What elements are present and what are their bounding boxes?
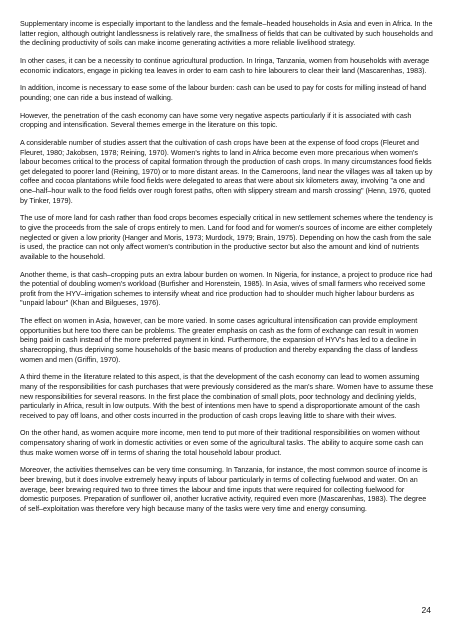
paragraph-labour-burden: In addition, income is necessary to ease some of the labour burden: cash can be used to pay for costs for milling instead of hand pounding; one can ride a bus instead of walking. xyxy=(20,84,427,102)
paragraph-settlement-schemes: The use of more land for cash rather than food crops becomes especially critical in new settlement schemes where the tendency is to give the proceeds from the sale of crops entirely to men. Land for food and for women's sources of income are either completely neglected or given a low priority (Hanger and Moris, 1973; Murdock, 1979; Brain, 1975). Depending on how the cash from the sale is used, the practice can not only affect women's contribution in the productive sector but also the amount and kind of nutrients available to the household. xyxy=(20,214,433,261)
document-page xyxy=(20,20,434,523)
paragraph-time-consuming-activities: Moreover, the activities themselves can be very time consuming. In Tanzania, for instance, the most common source of income is beer brewing, but it does involve extremely heavy inputs of labour particularly in terms of collecting fuelwood and water. On an average, beer brewing required two to three times the labour and time inputs that were required for collecting fuelwood for domestic purposes. Preparation of sunflower oil, another lucrative activity, required even more (Mascarenhas, 1983). The degree of self–exploitation was therefore very high because many of the tasks were very time and energy consuming. xyxy=(20,466,428,513)
paragraph-other-hand: On the other hand, as women acquire more income, men tend to put more of their traditional responsibilities on women without compensatory sharing of work in domestic activities or even some of the agricultural tasks. The ability to acquire some cash can thus make women worse off in terms of sharing the total household labour product. xyxy=(20,429,424,457)
paragraph-third-theme: A third theme in the literature related to this aspect, is that the development of the cash economy can lead to women assuming many of the responsibilities for cash purchases that were previously considered as the man's share. Women have to assume these new responsibilities for several reasons. In the first place the combination of small plots, poor technology and declining yields, particularly in Africa, result in low outputs. With the best of intentions men have to spend a disproportionate amount of the cash received to pay off loans, and other costs incurred in the production of cash crops leaving little to share with their wives. xyxy=(20,373,434,420)
paragraph-agricultural-production: In other cases, it can be a necessity to continue agricultural production. In Iringa, Tanzania, women from households with average economic indicators, engage in picking tea leaves in order to earn cash to hire labourers to clear their land (Mascarenhas, 1983). xyxy=(20,56,430,75)
paragraph-cash-economy: However, the penetration of the cash economy can have some very negative aspects particularly if it is associated with cash cropping and intensification. Several themes emerge in the literature on this topic. xyxy=(20,111,412,130)
paragraph-cash-crops-food-crops: A considerable number of studies assert that the cultivation of cash crops have been at the expense of food crops (Fleuret and Fleuret, 1980; Jakobsen, 1978; Reining, 1970). Women's rights to land in Africa become even more precarious when women's labour becomes critical to the process of capital formation through the production of cash crops. In many circumstances food fields get delegated to poorer land (Reining, 1970) or to more distant areas. In the Cameroons, land near the villages was all taken up by coffee and cocoa plantations while food fields were delegated to areas that were about six kilometers away, involving "a one and one–half–hour walk to the food fields over rough forest paths, often with slippery stream and marsh crossing" (Henn, 1976, quoted by Tinker, 1979). xyxy=(20,139,433,205)
paragraph-effect-on-women-asia: The effect on women in Asia, however, can be more varied. In some cases agricultural intensification can provide employment opportunities but here too there can be problems. The greater emphasis on cash as the form of exchange can result in women being paid in cash instead of the more preferred payment in kind. Furthermore, the expansion of HYV's has led to a decline in sharecropping, thus depriving some households of the basic means of production and thereby expanding the class of landless women and men (Griffin, 1970). xyxy=(20,317,419,364)
page-number: 24 xyxy=(421,605,431,615)
paragraph-supplementary-income: Supplementary income is especially important to the landless and the female–headed households in Asia and even in Africa. In the latter region, although outright landlessness is relatively rare, the smallness of fields that can be cultivated by such households and the declining productivity of soils can make income generating activities a more reliable livelihood strategy. xyxy=(20,20,433,48)
paragraph-extra-labour-burden: Another theme, is that cash–cropping puts an extra labour burden on women. In Nigeria, for instance, a project to produce rice had the potential of doubling women's workload (Burfisher and Horenstein, 1985). In Asia, wives of small farmers who received some profit from the HYV–irrigation schemes to intensify wheat and rice production had to shoulder much higher labour burdens as "unpaid labour" (Khan and Bilgueses, 1976). xyxy=(20,270,433,308)
